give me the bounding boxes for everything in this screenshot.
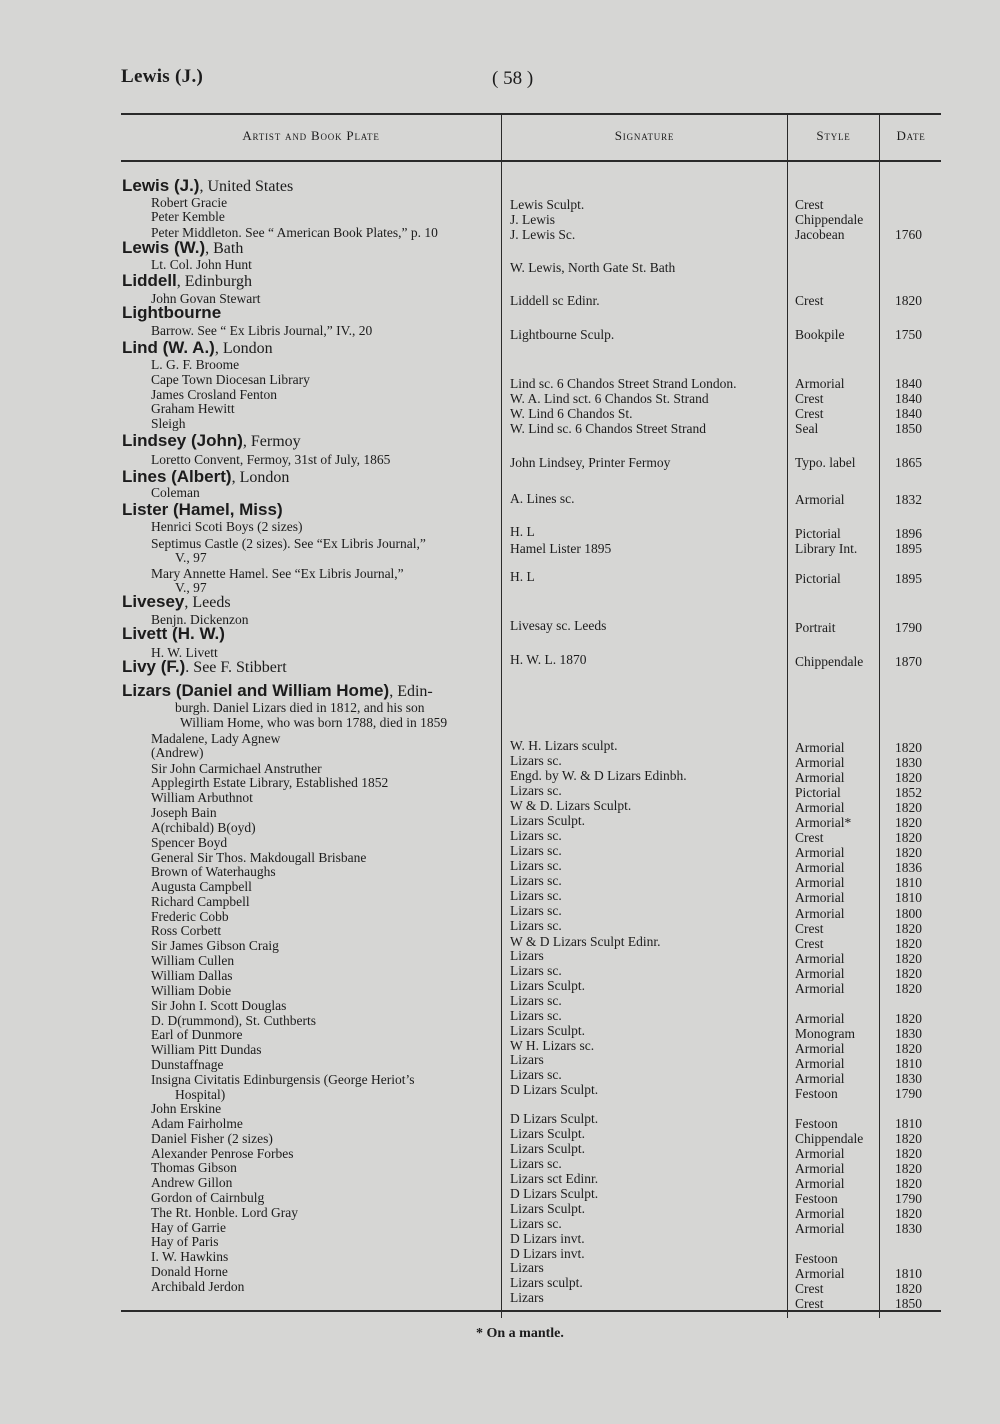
signature-cell: W. Lind sc. 6 Chandos Street Strand bbox=[510, 421, 706, 436]
entry-heading bbox=[122, 659, 287, 676]
entry-heading-artist: Lister (Hamel, Miss) bbox=[122, 500, 283, 519]
style-cell: Monogram bbox=[795, 1026, 855, 1041]
plate-owner: Richard Campbell bbox=[151, 894, 250, 909]
style-cell: Crest bbox=[795, 830, 824, 845]
style-cell: Armorial bbox=[795, 860, 845, 875]
style-cell: Armorial bbox=[795, 800, 845, 815]
style-cell: Pictorial bbox=[795, 526, 841, 541]
style-cell: Crest bbox=[795, 406, 824, 421]
page-number: ( 58 ) bbox=[492, 68, 534, 89]
entry-heading bbox=[122, 340, 273, 357]
plate-owner: Benjn. Dickenzon bbox=[151, 612, 249, 627]
plate-owner: Sir John Carmichael Anstruther bbox=[151, 761, 322, 776]
style-cell: Festoon bbox=[795, 1116, 838, 1131]
signature-cell: Livesay sc. Leeds bbox=[510, 618, 607, 633]
style-cell: Festoon bbox=[795, 1086, 838, 1101]
entry-heading-location: , Leeds bbox=[184, 594, 231, 611]
signature-cell: Lizars sc. bbox=[510, 903, 562, 918]
style-cell: Armorial bbox=[795, 770, 845, 785]
plate-owner: Joseph Bain bbox=[151, 805, 217, 820]
signature-cell: W H. Lizars sc. bbox=[510, 1038, 595, 1053]
date-cell: 1790 bbox=[895, 1086, 922, 1101]
signature-cell: A. Lines sc. bbox=[510, 491, 575, 506]
plate-owner: Hay of Garrie bbox=[151, 1220, 226, 1235]
column-divider-2 bbox=[787, 113, 788, 1318]
entry-heading-artist: Livesey bbox=[122, 592, 185, 611]
entry-heading bbox=[122, 273, 252, 290]
plate-owner: Dunstaffnage bbox=[151, 1057, 224, 1072]
signature-cell: Lizars Sculpt. bbox=[510, 813, 585, 828]
plate-owner: Daniel Fisher (2 sizes) bbox=[151, 1131, 273, 1146]
signature-cell: Lightbourne Sculp. bbox=[510, 327, 615, 342]
plate-owner: William Dobie bbox=[151, 983, 232, 998]
style-cell: Crest bbox=[795, 936, 824, 951]
signature-cell: Lizars sc. bbox=[510, 783, 562, 798]
plate-owner: Archibald Jerdon bbox=[151, 1279, 245, 1294]
plate-owner: Mary Annette Hamel. See “Ex Libris Journal,” bbox=[151, 566, 404, 581]
signature-cell: W & D. Lizars Sculpt. bbox=[510, 798, 632, 813]
style-cell: Pictorial bbox=[795, 571, 841, 586]
style-cell: Typo. label bbox=[795, 455, 856, 470]
entry-heading-location: , Bath bbox=[205, 240, 244, 257]
date-cell: 1850 bbox=[895, 421, 922, 436]
entry-heading-location: , Edin- bbox=[389, 683, 433, 700]
style-cell: Armorial bbox=[795, 1146, 845, 1161]
signature-cell: Lizars sc. bbox=[510, 918, 562, 933]
plate-owner: Sir James Gibson Craig bbox=[151, 938, 279, 953]
style-cell: Armorial bbox=[795, 1176, 845, 1191]
plate-owner-continued: V., 97 bbox=[175, 550, 207, 565]
plate-owner: James Crosland Fenton bbox=[151, 387, 277, 402]
style-cell: Jacobean bbox=[795, 227, 845, 242]
date-cell: 1820 bbox=[895, 815, 922, 830]
signature-cell: Lizars sc. bbox=[510, 1008, 562, 1023]
date-cell: 1850 bbox=[895, 1296, 922, 1311]
date-cell: 1820 bbox=[895, 1176, 922, 1191]
signature-cell: Lizars sc. bbox=[510, 888, 562, 903]
date-cell: 1830 bbox=[895, 1026, 922, 1041]
signature-cell: Liddell sc Edinr. bbox=[510, 293, 600, 308]
style-cell: Armorial bbox=[795, 492, 845, 507]
date-cell: 1820 bbox=[895, 1041, 922, 1056]
signature-cell: D Lizars Sculpt. bbox=[510, 1186, 599, 1201]
plate-owner: Earl of Dunmore bbox=[151, 1027, 243, 1042]
signature-cell: Lizars bbox=[510, 1052, 544, 1067]
entry-heading-artist: Lind (W. A.) bbox=[122, 338, 215, 357]
entry-heading-artist: Lightbourne bbox=[122, 303, 222, 322]
entry-heading bbox=[122, 502, 283, 519]
style-cell: Crest bbox=[795, 391, 824, 406]
plate-owner-continued: burgh. Daniel Lizars died in 1812, and his son bbox=[175, 700, 425, 715]
date-cell: 1820 bbox=[895, 1161, 922, 1176]
plate-owner: John Govan Stewart bbox=[151, 291, 261, 306]
plate-owner: Henrici Scoti Boys (2 sizes) bbox=[151, 519, 303, 534]
signature-cell: Lizars sc. bbox=[510, 753, 562, 768]
signature-cell: Lewis Sculpt. bbox=[510, 197, 585, 212]
date-cell: 1830 bbox=[895, 1071, 922, 1086]
footnote: * On a mantle. bbox=[476, 1326, 564, 1341]
signature-cell: Lizars Sculpt. bbox=[510, 1023, 585, 1038]
signature-cell: D Lizars invt. bbox=[510, 1246, 585, 1261]
date-cell: 1820 bbox=[895, 1011, 922, 1026]
plate-owner: William Dallas bbox=[151, 968, 233, 983]
style-cell: Armorial bbox=[795, 740, 845, 755]
style-cell: Chippendale bbox=[795, 1131, 864, 1146]
style-cell: Library Int. bbox=[795, 541, 858, 556]
plate-owner: Brown of Waterhaughs bbox=[151, 864, 276, 879]
entry-heading bbox=[122, 178, 293, 195]
plate-owner: Peter Kemble bbox=[151, 209, 225, 224]
page-header bbox=[0, 66, 1000, 96]
date-cell: 1810 bbox=[895, 875, 922, 890]
plate-owner: William Arbuthnot bbox=[151, 790, 253, 805]
plate-owner: Applegirth Estate Library, Established 1852 bbox=[151, 775, 389, 790]
signature-cell: Lizars bbox=[510, 1260, 544, 1275]
signature-cell: J. Lewis bbox=[510, 212, 555, 227]
style-cell: Armorial bbox=[795, 755, 845, 770]
plate-owner: D. D(rummond), St. Cuthberts bbox=[151, 1013, 316, 1028]
plate-owner: Donald Horne bbox=[151, 1264, 228, 1279]
date-cell: 1840 bbox=[895, 406, 922, 421]
plate-owner: Sleigh bbox=[151, 416, 186, 431]
entry-heading bbox=[122, 594, 231, 611]
entry-heading-artist: Lindsey (John) bbox=[122, 431, 243, 450]
plate-owner: Thomas Gibson bbox=[151, 1160, 237, 1175]
plate-owner-continued: V., 97 bbox=[175, 580, 207, 595]
entry-heading-artist: Lewis (W.) bbox=[122, 238, 206, 257]
signature-cell: H. L bbox=[510, 569, 535, 584]
date-cell: 1836 bbox=[895, 860, 922, 875]
signature-cell: Lizars Sculpt. bbox=[510, 1201, 585, 1216]
plate-owner: The Rt. Honble. Lord Gray bbox=[151, 1205, 298, 1220]
style-cell: Armorial* bbox=[795, 815, 852, 830]
style-cell: Armorial bbox=[795, 845, 845, 860]
plate-owner: Graham Hewitt bbox=[151, 401, 235, 416]
style-cell: Chippendale bbox=[795, 654, 864, 669]
date-cell: 1820 bbox=[895, 1281, 922, 1296]
entry-heading-location: , Fermoy bbox=[242, 433, 301, 450]
plate-owner: Cape Town Diocesan Library bbox=[151, 372, 310, 387]
style-cell: Armorial bbox=[795, 1041, 845, 1056]
date-cell: 1810 bbox=[895, 1056, 922, 1071]
entry-heading-location: , United States bbox=[199, 178, 294, 195]
entry-heading bbox=[122, 433, 301, 450]
entry-heading bbox=[122, 683, 433, 700]
running-head: Lewis (J.) bbox=[121, 66, 204, 87]
plate-owner: Septimus Castle (2 sizes). See “Ex Libris Journal,” bbox=[151, 536, 426, 551]
plate-owner: Gordon of Cairnbulg bbox=[151, 1190, 265, 1205]
style-cell: Armorial bbox=[795, 966, 845, 981]
signature-cell: H. L bbox=[510, 524, 535, 539]
column-divider-3 bbox=[879, 113, 880, 1318]
signature-cell: Lizars sc. bbox=[510, 843, 562, 858]
column-divider-1 bbox=[501, 113, 502, 1318]
date-cell: 1895 bbox=[895, 571, 922, 586]
date-cell: 1896 bbox=[895, 526, 922, 541]
plate-owner: Loretto Convent, Fermoy, 31st of July, 1865 bbox=[151, 452, 391, 467]
style-cell: Crest bbox=[795, 197, 824, 212]
signature-cell: Lizars sc. bbox=[510, 1156, 562, 1171]
signature-cell: D Lizars invt. bbox=[510, 1231, 585, 1246]
signature-cell: J. Lewis Sc. bbox=[510, 227, 576, 242]
signature-cell: Lizars sculpt. bbox=[510, 1275, 583, 1290]
date-cell: 1820 bbox=[895, 1131, 922, 1146]
signature-cell: Lizars bbox=[510, 1290, 544, 1305]
style-cell: Armorial bbox=[795, 1161, 845, 1176]
signature-cell: D Lizars Sculpt. bbox=[510, 1082, 599, 1097]
entry-heading-artist: Lines (Albert) bbox=[122, 467, 232, 486]
signature-cell: Lizars sc. bbox=[510, 1067, 562, 1082]
style-cell: Pictorial bbox=[795, 785, 841, 800]
signature-cell: Lizars sct Edinr. bbox=[510, 1171, 599, 1186]
date-cell: 1840 bbox=[895, 391, 922, 406]
entry-heading bbox=[122, 240, 243, 257]
signature-cell: Lizars sc. bbox=[510, 858, 562, 873]
signature-cell: W. A. Lind sct. 6 Chandos St. Strand bbox=[510, 391, 709, 406]
entry-heading bbox=[122, 305, 221, 322]
style-cell: Armorial bbox=[795, 1221, 845, 1236]
date-cell: 1830 bbox=[895, 1221, 922, 1236]
plate-owner: Adam Fairholme bbox=[151, 1116, 243, 1131]
plate-owner: Robert Gracie bbox=[151, 195, 228, 210]
date-cell: 1820 bbox=[895, 800, 922, 815]
signature-cell: W. Lind 6 Chandos St. bbox=[510, 406, 633, 421]
plate-owner: Spencer Boyd bbox=[151, 835, 228, 850]
date-cell: 1820 bbox=[895, 293, 922, 308]
style-cell: Chippendale bbox=[795, 212, 864, 227]
plate-owner: L. G. F. Broome bbox=[151, 357, 240, 372]
style-cell: Armorial bbox=[795, 951, 845, 966]
style-cell: Crest bbox=[795, 1281, 824, 1296]
style-cell: Crest bbox=[795, 921, 824, 936]
date-cell: 1820 bbox=[895, 951, 922, 966]
signature-cell: Lizars sc. bbox=[510, 963, 562, 978]
signature-cell: Lizars sc. bbox=[510, 828, 562, 843]
signature-cell: Engd. by W. & D Lizars Edinbh. bbox=[510, 768, 687, 783]
entry-heading-location: , London bbox=[214, 340, 273, 357]
date-cell: 1820 bbox=[895, 1146, 922, 1161]
plate-owner: Insigna Civitatis Edinburgensis (George Heriot’s bbox=[151, 1072, 415, 1087]
plate-owner: Coleman bbox=[151, 485, 200, 500]
plate-owner: H. W. Livett bbox=[151, 645, 218, 660]
style-cell: Armorial bbox=[795, 376, 845, 391]
style-cell: Armorial bbox=[795, 890, 845, 905]
date-cell: 1790 bbox=[895, 620, 922, 635]
entry-heading-artist: Livy (F.) bbox=[122, 657, 186, 676]
date-cell: 1830 bbox=[895, 755, 922, 770]
style-cell: Portrait bbox=[795, 620, 836, 635]
signature-cell: Lizars Sculpt. bbox=[510, 1141, 585, 1156]
table-top-rule bbox=[121, 113, 941, 115]
style-cell: Festoon bbox=[795, 1191, 838, 1206]
date-cell: 1750 bbox=[895, 327, 922, 342]
date-cell: 1820 bbox=[895, 966, 922, 981]
entry-heading-location: , Edinburgh bbox=[176, 273, 253, 290]
date-cell: 1820 bbox=[895, 770, 922, 785]
style-cell: Armorial bbox=[795, 875, 845, 890]
signature-cell: John Lindsey, Printer Fermoy bbox=[510, 455, 671, 470]
plate-owner: Frederic Cobb bbox=[151, 909, 229, 924]
signature-cell: Lizars sc. bbox=[510, 1216, 562, 1231]
date-cell: 1870 bbox=[895, 654, 922, 669]
signature-cell: W. H. Lizars sculpt. bbox=[510, 738, 618, 753]
date-cell: 1810 bbox=[895, 1116, 922, 1131]
style-cell: Crest bbox=[795, 293, 824, 308]
signature-cell: Lizars sc. bbox=[510, 993, 562, 1008]
signature-cell: Lizars sc. bbox=[510, 873, 562, 888]
entry-heading-location: , London bbox=[231, 469, 290, 486]
column-header-date: Date bbox=[896, 128, 926, 143]
style-cell: Seal bbox=[795, 421, 819, 436]
entry-note: William Home, who was born 1788, died in 1859 bbox=[180, 715, 448, 730]
header-bottom-rule bbox=[121, 160, 941, 162]
entry-heading-artist: Livett (H. W.) bbox=[122, 624, 225, 643]
entry-heading-artist: Lewis (J.) bbox=[122, 176, 200, 195]
plate-owner: A(rchibald) B(oyd) bbox=[151, 820, 256, 835]
style-cell: Armorial bbox=[795, 1071, 845, 1086]
date-cell: 1820 bbox=[895, 830, 922, 845]
date-cell: 1840 bbox=[895, 376, 922, 391]
signature-cell: W. Lewis, North Gate St. Bath bbox=[510, 260, 676, 275]
entry-heading bbox=[122, 626, 225, 643]
style-cell: Festoon bbox=[795, 1251, 838, 1266]
plate-owner: I. W. Hawkins bbox=[151, 1249, 229, 1264]
plate-owner: Sir John I. Scott Douglas bbox=[151, 998, 287, 1013]
style-cell: Armorial bbox=[795, 1011, 845, 1026]
plate-owner: Augusta Campbell bbox=[151, 879, 252, 894]
plate-owner: Andrew Gillon bbox=[151, 1175, 233, 1190]
style-cell: Crest bbox=[795, 1296, 824, 1311]
signature-cell: Lizars Sculpt. bbox=[510, 978, 585, 993]
signature-cell: Lizars bbox=[510, 948, 544, 963]
column-header-signature: Signature bbox=[614, 128, 675, 143]
style-cell: Armorial bbox=[795, 1266, 845, 1281]
date-cell: 1820 bbox=[895, 1206, 922, 1221]
signature-cell: D Lizars Sculpt. bbox=[510, 1111, 599, 1126]
style-cell: Armorial bbox=[795, 906, 845, 921]
entry-heading-location: . See F. Stibbert bbox=[185, 659, 287, 676]
plate-owner-continued: Hospital) bbox=[175, 1087, 226, 1102]
signature-cell: W & D Lizars Sculpt Edinr. bbox=[510, 934, 661, 949]
plate-owner: Hay of Paris bbox=[151, 1234, 219, 1249]
date-cell: 1810 bbox=[895, 890, 922, 905]
plate-owner: William Cullen bbox=[151, 953, 235, 968]
style-cell: Armorial bbox=[795, 1056, 845, 1071]
date-cell: 1760 bbox=[895, 227, 922, 242]
entry-heading-artist: Lizars (Daniel and William Home) bbox=[122, 681, 390, 700]
plate-owner: John Erskine bbox=[151, 1101, 222, 1116]
style-cell: Armorial bbox=[795, 1206, 845, 1221]
signature-cell: Lizars Sculpt. bbox=[510, 1126, 585, 1141]
style-cell: Armorial bbox=[795, 981, 845, 996]
plate-owner: William Pitt Dundas bbox=[151, 1042, 262, 1057]
date-cell: 1820 bbox=[895, 936, 922, 951]
plate-owner: (Andrew) bbox=[151, 745, 204, 760]
plate-owner: Madalene, Lady Agnew bbox=[151, 731, 281, 746]
date-cell: 1820 bbox=[895, 845, 922, 860]
date-cell: 1820 bbox=[895, 740, 922, 755]
plate-owner: General Sir Thos. Makdougall Brisbane bbox=[151, 850, 367, 865]
date-cell: 1832 bbox=[895, 492, 922, 507]
plate-owner: Alexander Penrose Forbes bbox=[151, 1146, 294, 1161]
date-cell: 1865 bbox=[895, 455, 922, 470]
signature-cell: Lind sc. 6 Chandos Street Strand London. bbox=[510, 376, 737, 391]
plate-owner: Lt. Col. John Hunt bbox=[151, 257, 252, 272]
plate-owner: Peter Middleton. See “ American Book Plates,” p. 10 bbox=[151, 225, 438, 240]
signature-cell: Hamel Lister 1895 bbox=[510, 541, 612, 556]
column-header-style: Style bbox=[816, 128, 851, 143]
date-cell: 1790 bbox=[895, 1191, 922, 1206]
entry-heading bbox=[122, 469, 289, 486]
date-cell: 1895 bbox=[895, 541, 922, 556]
column-header-artist: Artist and Book Plate bbox=[242, 128, 380, 143]
plate-owner: Ross Corbett bbox=[151, 923, 222, 938]
date-cell: 1852 bbox=[895, 785, 922, 800]
entry-heading-artist: Liddell bbox=[122, 271, 177, 290]
date-cell: 1820 bbox=[895, 921, 922, 936]
style-cell: Bookpile bbox=[795, 327, 845, 342]
date-cell: 1820 bbox=[895, 981, 922, 996]
date-cell: 1810 bbox=[895, 1266, 922, 1281]
plate-owner: Barrow. See “ Ex Libris Journal,” IV., 20 bbox=[151, 323, 373, 338]
signature-cell: H. W. L. 1870 bbox=[510, 652, 587, 667]
date-cell: 1800 bbox=[895, 906, 922, 921]
